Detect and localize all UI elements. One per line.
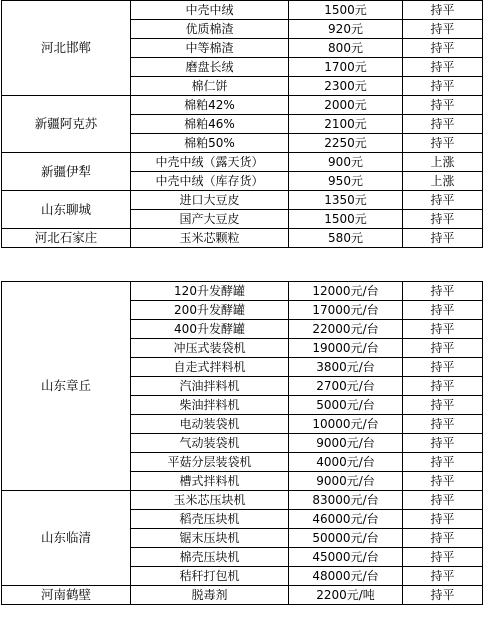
price-cell: 1350元 — [289, 191, 403, 210]
price-cell: 2200元/吨 — [289, 586, 403, 605]
price-cell: 950元 — [289, 172, 403, 191]
trend-cell: 持平 — [403, 1, 483, 20]
trend-cell: 持平 — [403, 39, 483, 58]
trend-cell: 持平 — [403, 491, 483, 510]
location-cell: 新疆阿克苏 — [2, 96, 131, 153]
product-cell: 汽油拌料机 — [131, 377, 289, 396]
product-cell: 脱毒剂 — [131, 586, 289, 605]
product-cell: 棉壳压块机 — [131, 548, 289, 567]
price-cell: 45000元/台 — [289, 548, 403, 567]
price-table-feed-materials — [1, 0, 483, 248]
price-table-equipment — [1, 281, 483, 605]
section-gap — [0, 262, 484, 281]
product-cell: 120升发酵罐 — [131, 282, 289, 301]
price-cell: 2100元 — [289, 115, 403, 134]
product-cell: 优质棉渣 — [131, 20, 289, 39]
table-body — [2, 1, 483, 248]
location-cell: 山东临清 — [2, 491, 131, 586]
price-cell: 48000元/台 — [289, 567, 403, 586]
trend-cell: 持平 — [403, 358, 483, 377]
product-cell: 自走式拌料机 — [131, 358, 289, 377]
trend-cell: 持平 — [403, 453, 483, 472]
product-cell: 稻壳压块机 — [131, 510, 289, 529]
product-cell: 棉粕46% — [131, 115, 289, 134]
price-cell: 22000元/台 — [289, 320, 403, 339]
price-cell: 12000元/台 — [289, 282, 403, 301]
trend-cell: 持平 — [403, 567, 483, 586]
product-cell: 中壳中绒（露天货） — [131, 153, 289, 172]
trend-cell: 持平 — [403, 191, 483, 210]
trend-cell: 持平 — [403, 229, 483, 248]
price-cell: 580元 — [289, 229, 403, 248]
trend-cell: 上涨 — [403, 153, 483, 172]
location-cell: 河南鹤壁 — [2, 586, 131, 605]
trend-cell: 持平 — [403, 210, 483, 229]
product-cell: 200升发酵罐 — [131, 301, 289, 320]
product-cell: 槽式拌料机 — [131, 472, 289, 491]
trend-cell: 持平 — [403, 339, 483, 358]
product-cell: 玉米芯颗粒 — [131, 229, 289, 248]
price-cell: 2700元/台 — [289, 377, 403, 396]
trend-cell: 持平 — [403, 77, 483, 96]
trend-cell: 持平 — [403, 434, 483, 453]
table-row — [2, 491, 483, 510]
price-cell: 50000元/台 — [289, 529, 403, 548]
table-row — [2, 586, 483, 605]
table-body — [2, 282, 483, 605]
table-row — [2, 229, 483, 248]
table-row — [2, 96, 483, 115]
trend-cell: 持平 — [403, 320, 483, 339]
product-cell: 秸秆打包机 — [131, 567, 289, 586]
table-row — [2, 153, 483, 172]
product-cell: 中壳中绒 — [131, 1, 289, 20]
table-row — [2, 282, 483, 301]
trend-cell: 持平 — [403, 58, 483, 77]
trend-cell: 持平 — [403, 415, 483, 434]
product-cell: 柴油拌料机 — [131, 396, 289, 415]
location-cell: 新疆伊犁 — [2, 153, 131, 191]
product-cell: 气动装袋机 — [131, 434, 289, 453]
product-cell: 电动装袋机 — [131, 415, 289, 434]
trend-cell: 持平 — [403, 115, 483, 134]
price-cell: 920元 — [289, 20, 403, 39]
product-cell: 棉粕42% — [131, 96, 289, 115]
trend-cell: 持平 — [403, 548, 483, 567]
price-cell: 4000元/台 — [289, 453, 403, 472]
price-cell: 46000元/台 — [289, 510, 403, 529]
price-cell: 3800元/台 — [289, 358, 403, 377]
trend-cell: 持平 — [403, 134, 483, 153]
price-cell: 10000元/台 — [289, 415, 403, 434]
product-cell: 平菇分层装袋机 — [131, 453, 289, 472]
product-cell: 中壳中绒（库存货） — [131, 172, 289, 191]
product-cell: 玉米芯压块机 — [131, 491, 289, 510]
product-cell: 400升发酵罐 — [131, 320, 289, 339]
price-cell: 9000元/台 — [289, 472, 403, 491]
table-row — [2, 191, 483, 210]
trend-cell: 持平 — [403, 96, 483, 115]
price-cell: 2000元 — [289, 96, 403, 115]
trend-cell: 持平 — [403, 301, 483, 320]
price-cell: 1700元 — [289, 58, 403, 77]
product-cell: 中等棉渣 — [131, 39, 289, 58]
trend-cell: 持平 — [403, 510, 483, 529]
location-cell: 山东章丘 — [2, 282, 131, 491]
price-cell: 2300元 — [289, 77, 403, 96]
product-cell: 磨盘长绒 — [131, 58, 289, 77]
price-cell: 19000元/台 — [289, 339, 403, 358]
table-row — [2, 1, 483, 20]
location-cell: 山东聊城 — [2, 191, 131, 229]
product-cell: 棉仁饼 — [131, 77, 289, 96]
trend-cell: 持平 — [403, 282, 483, 301]
price-cell: 9000元/台 — [289, 434, 403, 453]
product-cell: 棉粕50% — [131, 134, 289, 153]
trend-cell: 持平 — [403, 396, 483, 415]
price-cell: 900元 — [289, 153, 403, 172]
product-cell: 进口大豆皮 — [131, 191, 289, 210]
product-cell: 锯末压块机 — [131, 529, 289, 548]
price-cell: 17000元/台 — [289, 301, 403, 320]
price-cell: 1500元 — [289, 1, 403, 20]
location-cell: 河北邯郸 — [2, 1, 131, 96]
price-cell: 800元 — [289, 39, 403, 58]
trend-cell: 持平 — [403, 377, 483, 396]
location-cell: 河北石家庄 — [2, 229, 131, 248]
trend-cell: 持平 — [403, 20, 483, 39]
price-cell: 83000元/台 — [289, 491, 403, 510]
trend-cell: 持平 — [403, 529, 483, 548]
product-cell: 冲压式装袋机 — [131, 339, 289, 358]
trend-cell: 上涨 — [403, 172, 483, 191]
price-cell: 1500元 — [289, 210, 403, 229]
trend-cell: 持平 — [403, 586, 483, 605]
trend-cell: 持平 — [403, 472, 483, 491]
price-cell: 5000元/台 — [289, 396, 403, 415]
product-cell: 国产大豆皮 — [131, 210, 289, 229]
price-cell: 2250元 — [289, 134, 403, 153]
